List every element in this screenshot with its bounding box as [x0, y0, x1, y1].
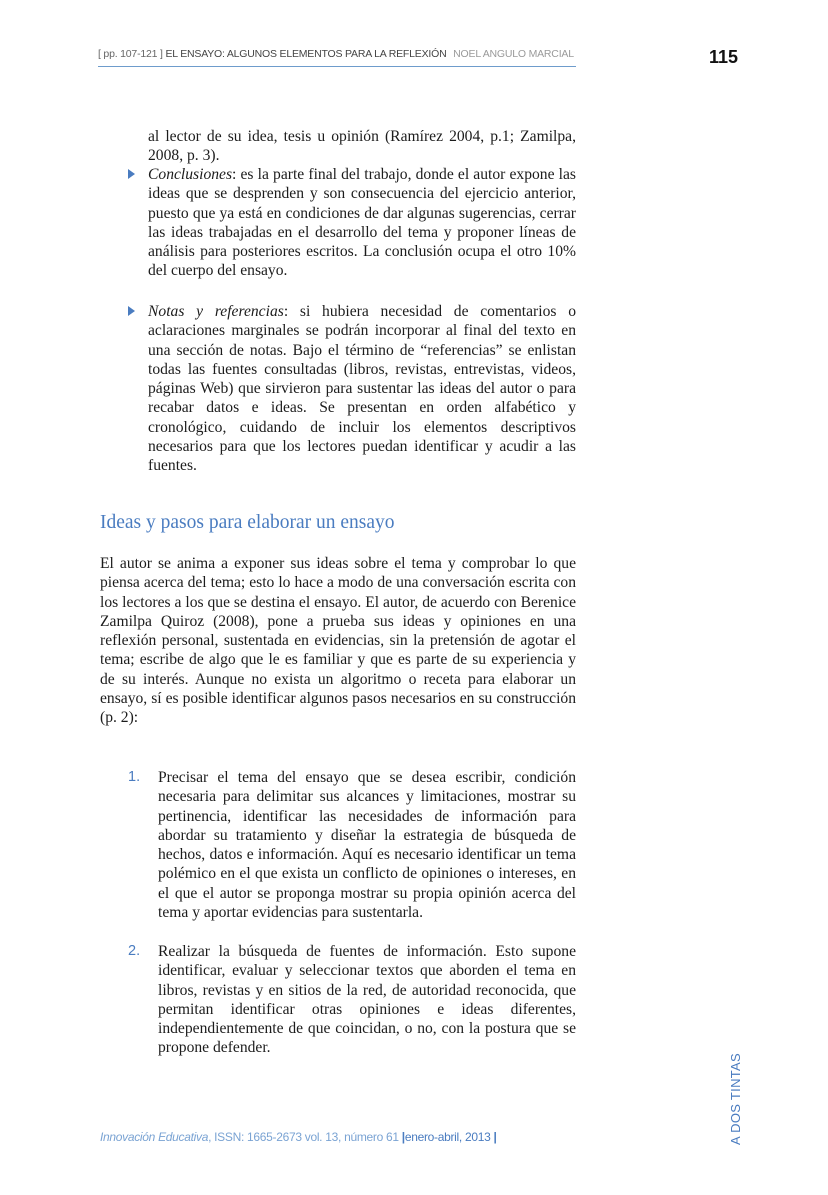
step-text: Precisar el tema del ensayo que se desea escribir, condición necesaria para delimitar sus alcances y limitaciones, mostrar su pertinencia, identificar las necesidades de información para abordar su tratamiento y diseñar la estrategia de búsqueda de hechos, datos e información. Aquí es necesario identificar un tema polémico en el que exista un conflicto de opiniones o intereses, en el que el autor se proponga mostrar su propia opinión acerca del tema y aportar evidencias para sustentarla. [158, 769, 576, 922]
issue-date: enero-abril, 2013 [404, 1130, 491, 1144]
bullet-item-conclusiones [148, 165, 576, 281]
article-title: EL ENSAYO: ALGUNOS ELEMENTOS PARA LA REFLEXIÓN [165, 48, 447, 60]
bullet-item-notas [148, 302, 576, 476]
section-heading: Ideas y pasos para elaborar un ensayo [100, 512, 395, 533]
bullet-text: : es la parte final del trabajo, donde el autor expone las ideas que se desprenden y son consecuencia del ejercicio anterior, puesto que ya está en condiciones de dar algunas sugerencias, cerrar las ideas trabajadas en el desarrollo del tema y proponer líneas de análisis para posteriores escritos. La conclusión ocupa el otro 10% del cuerpo del ensayo. [148, 166, 576, 280]
numbered-step-2 [128, 942, 576, 1058]
continuation-paragraph: al lector de su idea, tesis u opinión (Ramírez 2004, p.1; Zamilpa, 2008, p. 3). [148, 128, 576, 165]
paragraph-text: El autor se anima a exponer sus ideas sobre el tema y comprobar lo que piensa acerca del tema; esto lo hace a modo de una conversación escrita con los lectores a los que se destina el ensayo. El autor, de acuerdo con Berenice Zamilpa Quiroz (2008), pone a prueba sus ideas y opiniones en una reflexión personal, sustentada en evidencias, sin la pretensión de agotar el tema; escribe de algo que le es familiar y que es parte de su experiencia y de su interés. Aunque no exista un algoritmo o receta para elaborar un ensayo, sí es posible identificar algunos pasos necesarios en su construcción (p. 2): [100, 555, 576, 727]
running-header [98, 48, 576, 67]
page-number: 115 [709, 47, 739, 67]
side-section-label: A DOS TINTAS [728, 1053, 743, 1145]
bullet-paragraph [148, 165, 576, 281]
divider: | [490, 1130, 497, 1144]
numbered-step-1 [128, 768, 576, 922]
journal-name: Innovación Educativa [100, 1130, 209, 1144]
bullet-paragraph [148, 302, 576, 476]
author-name: NOEL ANGULO MARCIAL [453, 48, 574, 60]
step-number: 1. [128, 769, 141, 785]
running-footer [100, 1130, 497, 1144]
bullet-term: Notas y referencias [148, 303, 284, 320]
journal-issn: , ISSN: 1665-2673 vol. 13, número 61 [208, 1130, 402, 1144]
step-text: Realizar la búsqueda de fuentes de información. Esto supone identificar, evaluar y seleccionar textos que aborden el tema en libros, revistas y en sitios de la red, de autoridad reconocida, que permitan identificar otras opiniones e ideas diferentes, independientemente de que coincidan, o no, con la postura que se propone defender. [158, 943, 576, 1057]
triangle-bullet-icon [128, 306, 135, 316]
triangle-bullet-icon [128, 169, 135, 179]
step-number: 2. [128, 943, 141, 959]
body-paragraph [100, 554, 576, 728]
bullet-term: Conclusiones [148, 166, 233, 183]
continuation-text [148, 127, 576, 166]
page-range: [ pp. 107-121 ] [98, 48, 163, 60]
divider: | [401, 1130, 405, 1144]
bullet-text: : si hubiera necesidad de comentarios o aclaraciones marginales se podrán incorporar al final del texto en una sección de notas. Bajo el término de “referencias” se enlistan todas las fuentes consultadas (libros, revistas, entrevistas, videos, páginas Web) que sirvieron para sustentar las ideas del autor o para recabar datos e ideas. Se presentan en orden alfabético y cronológico, cuidando de incluir los elementos descriptivos necesarios para que los lectores puedan identificar y acudir a las fuentes. [148, 303, 576, 475]
